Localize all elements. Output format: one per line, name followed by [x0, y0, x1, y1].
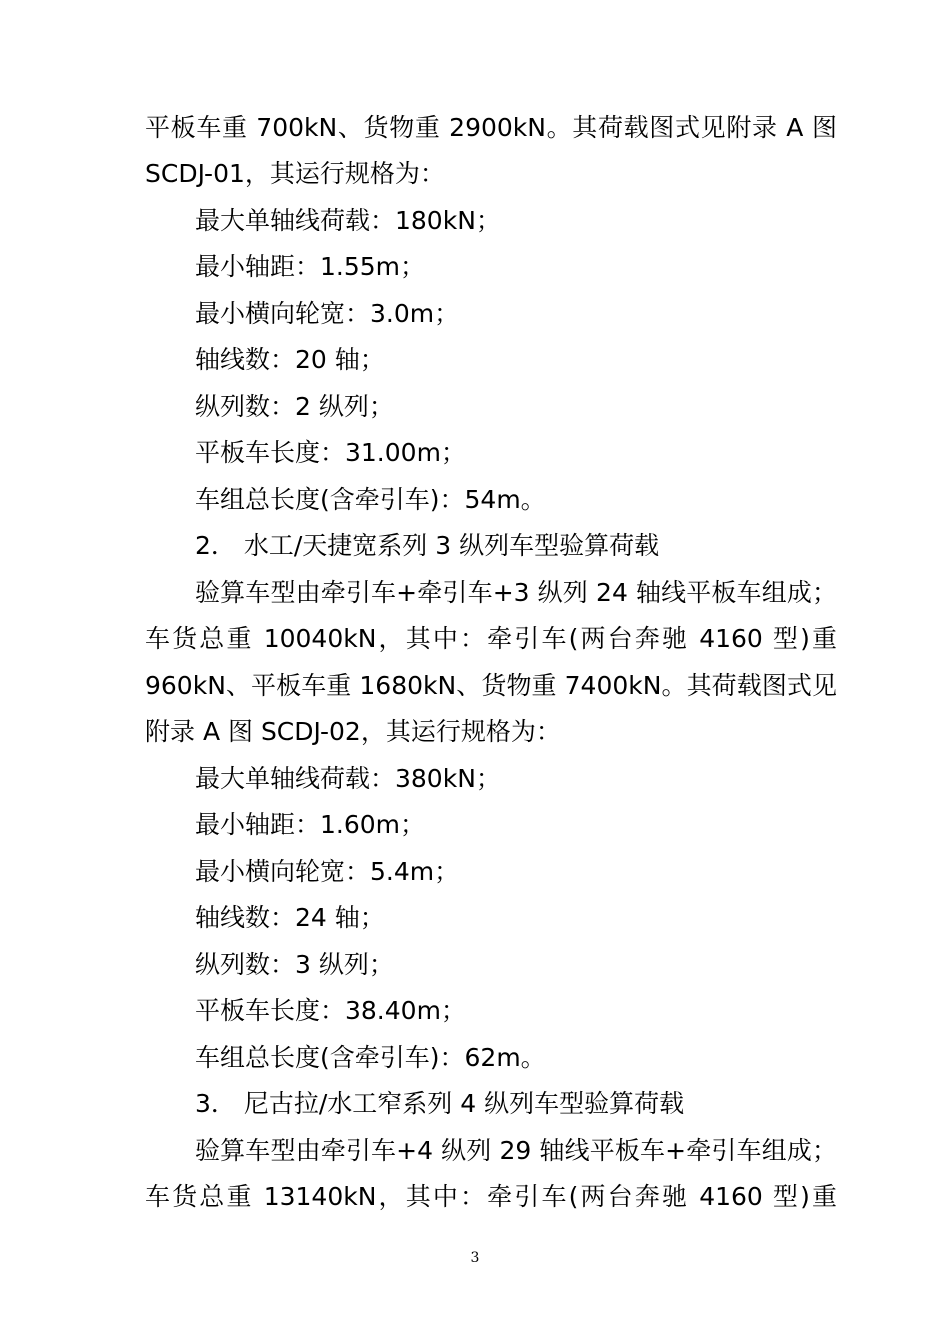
text-line: 车货总重 10040kN，其中：牵引车(两台奔驰 4160 型)重 [145, 624, 837, 653]
text-line: 轴线数：20 轴； [195, 345, 385, 374]
text-line: 最小轴距：1.55m； [195, 252, 426, 281]
text-line: 最小横向轮宽：5.4m； [195, 857, 460, 886]
section-heading: 3． 尼古拉/水工窄系列 4 纵列车型验算荷载 [195, 1089, 685, 1118]
text-line: SCDJ-01，其运行规格为： [145, 159, 445, 188]
text-line: 验算车型由牵引车+4 纵列 29 轴线平板车+牵引车组成； [195, 1136, 837, 1165]
text-line: 纵列数：2 纵列； [195, 392, 394, 421]
text-line: 车组总长度(含牵引车)：54m。 [195, 485, 546, 514]
text-line: 960kN、平板车重 1680kN、货物重 7400kN。其荷载图式见 [145, 671, 837, 700]
text-line: 平板车长度：31.00m； [195, 438, 466, 467]
text-line: 平板车重 700kN、货物重 2900kN。其荷载图式见附录 A 图 [145, 113, 837, 142]
text-line: 最小轴距：1.60m； [195, 810, 426, 839]
text-line: 最大单轴线荷载：180kN； [195, 206, 501, 235]
text-line: 车组总长度(含牵引车)：62m。 [195, 1043, 546, 1072]
page-number: 3 [470, 1250, 480, 1266]
text-line: 最大单轴线荷载：380kN； [195, 764, 501, 793]
text-line: 验算车型由牵引车+牵引车+3 纵列 24 轴线平板车组成； [195, 578, 837, 607]
text-line: 纵列数：3 纵列； [195, 950, 394, 979]
text-line: 平板车长度：38.40m； [195, 996, 466, 1025]
text-line: 附录 A 图 SCDJ-02，其运行规格为： [145, 717, 561, 746]
text-line: 轴线数：24 轴； [195, 903, 385, 932]
text-line: 最小横向轮宽：3.0m； [195, 299, 460, 328]
text-line: 车货总重 13140kN，其中：牵引车(两台奔驰 4160 型)重 [145, 1182, 837, 1211]
section-heading: 2． 水工/天捷宽系列 3 纵列车型验算荷载 [195, 531, 660, 560]
